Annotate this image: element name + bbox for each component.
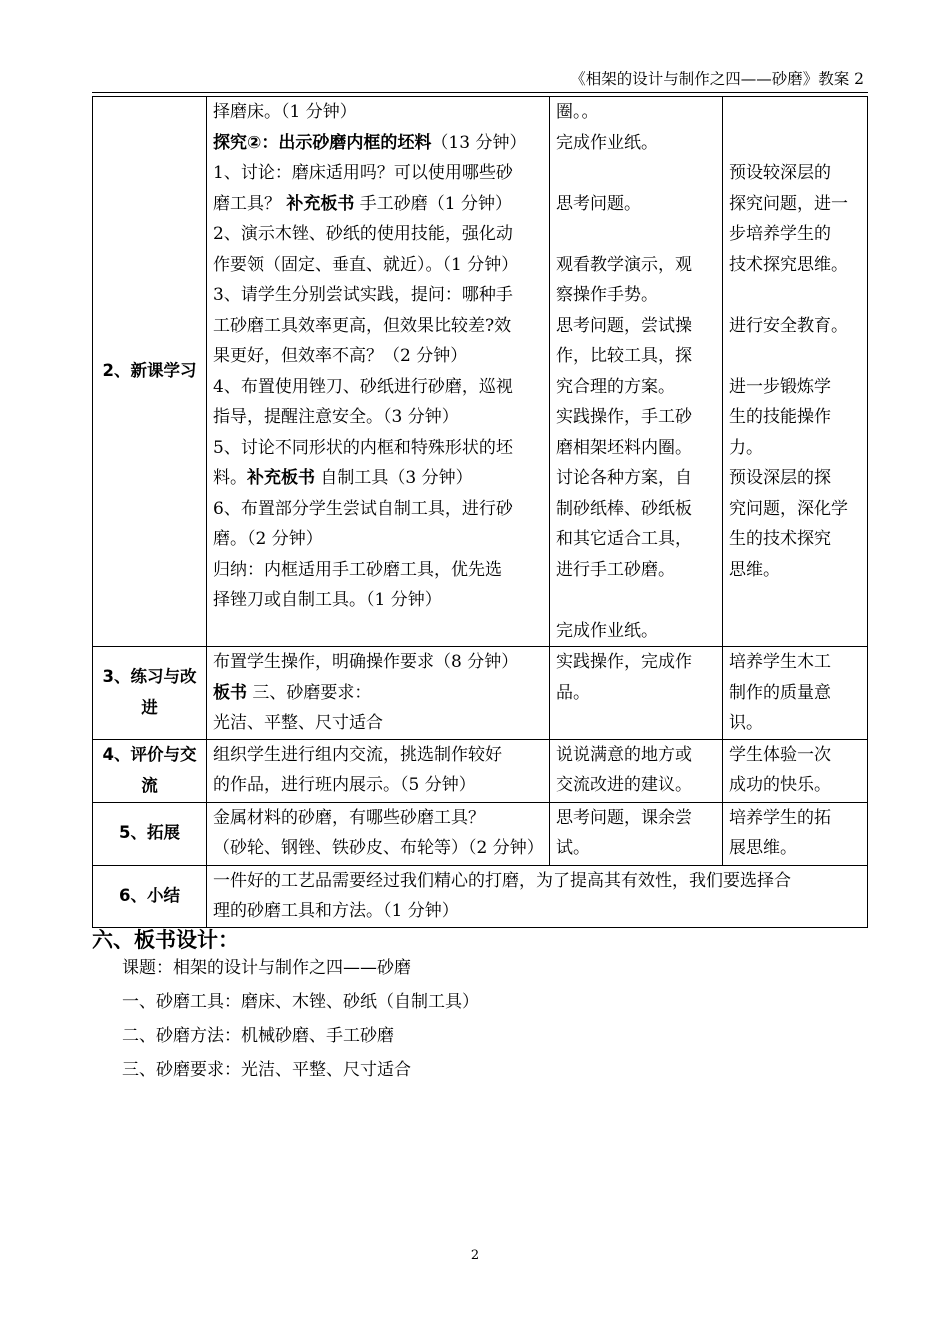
stage-cell: 4、评价与交流 xyxy=(93,739,207,802)
table-row xyxy=(93,865,868,927)
intent-line: 进行安全教育。 xyxy=(729,315,848,336)
design-intent-cell xyxy=(723,802,868,865)
line-text: 自制工具（3 分钟） xyxy=(315,468,473,488)
stage-cell: 6、小结 xyxy=(93,865,207,927)
teacher-line: 工砂磨工具效率更高，但效果比较差?效 xyxy=(213,315,512,336)
student-line: 实践操作，完成作 xyxy=(556,652,692,672)
board-design-title: 六、板书设计： xyxy=(92,928,239,952)
intent-line: 学生体验一次 xyxy=(729,744,831,765)
table-row xyxy=(93,97,868,647)
lesson-plan-table xyxy=(92,96,868,928)
bold-label: 探究②：出示砂磨内框的坯料 xyxy=(213,132,432,153)
teacher-line: 5、讨论不同形状的内框和特殊形状的坯 xyxy=(213,437,513,458)
student-line: 完成作业纸。 xyxy=(556,620,658,641)
student-line: 磨相架坯料内圈。 xyxy=(556,437,692,458)
student-line: 完成作业纸。 xyxy=(556,132,658,153)
student-line: 品。 xyxy=(556,682,590,703)
teacher-line: 光洁、平整、尺寸适合 xyxy=(213,713,383,733)
table-row xyxy=(93,802,868,865)
board-item: 二、砂磨方法：机械砂磨、手工砂磨 xyxy=(122,1026,394,1046)
line-text: 磨工具？ xyxy=(213,193,287,214)
intent-line: 思维。 xyxy=(729,559,780,580)
teacher-line: 归纳：内框适用手工砂磨工具，优先选 xyxy=(213,559,502,580)
intent-line: 成功的快乐。 xyxy=(729,775,831,795)
teacher-line: 布置学生操作，明确操作要求（8 分钟） xyxy=(213,652,519,672)
intent-line: 生的技术探究 xyxy=(729,529,831,549)
page-number: 2 xyxy=(470,1248,480,1263)
stage-cell: 2、新课学习 xyxy=(93,97,207,647)
intent-line: 预设深层的探 xyxy=(729,468,831,488)
teacher-line: 2、演示木锉、砂纸的使用技能，强化动 xyxy=(213,224,513,244)
teacher-line xyxy=(213,678,543,709)
summary-line: 理的砂磨工具和方法。（1 分钟） xyxy=(213,901,459,921)
intent-line: 生的技能操作 xyxy=(729,407,831,427)
design-intent-cell xyxy=(723,647,868,740)
line-text: （13 分钟） xyxy=(431,132,527,153)
intent-line: 技术探究思维。 xyxy=(729,254,848,275)
teacher-line xyxy=(213,463,543,494)
teacher-line: 1、讨论：磨床适用吗？可以使用哪些砂 xyxy=(213,163,513,183)
teacher-line: 金属材料的砂磨，有哪些砂磨工具？ xyxy=(213,807,485,828)
stage-cell: 3、练习与改进 xyxy=(93,647,207,740)
summary-line: 一件好的工艺品需要经过我们精心的打磨，为了提高其有效性，我们要选择合 xyxy=(213,870,791,891)
intent-line: 步培养学生的 xyxy=(729,224,831,244)
teacher-activity-cell xyxy=(207,802,550,865)
student-line: 说说满意的地方或 xyxy=(556,744,692,765)
student-line: 圈。。 xyxy=(556,102,599,122)
intent-line xyxy=(729,128,861,159)
teacher-activity-cell xyxy=(207,739,550,802)
bold-label: 板书 xyxy=(213,682,247,703)
teacher-line: 6、布置部分学生尝试自制工具，进行砂 xyxy=(213,498,513,519)
student-line: 思考问题，尝试操 xyxy=(556,315,692,336)
table-row xyxy=(93,647,868,740)
student-line xyxy=(556,219,716,250)
student-activity-cell xyxy=(550,97,723,647)
board-note-label: 补充板书 xyxy=(247,468,315,488)
intent-line: 力。 xyxy=(729,437,763,458)
student-line: 作，比较工具，探 xyxy=(556,346,692,366)
student-line: 进行手工砂磨。 xyxy=(556,559,675,580)
student-line: 交流改进的建议。 xyxy=(556,775,692,795)
intent-line: 究问题，深化学 xyxy=(729,498,848,519)
teacher-line: 指导，提醒注意安全。（3 分钟） xyxy=(213,407,459,427)
student-line: 观看教学演示，观 xyxy=(556,254,692,275)
table-row xyxy=(93,739,868,802)
student-activity-cell xyxy=(550,647,723,740)
teacher-line: 3、请学生分别尝试实践，提问：哪种手 xyxy=(213,285,513,305)
teacher-line xyxy=(213,128,543,159)
student-line: 试。 xyxy=(556,838,590,858)
intent-line: 培养学生木工 xyxy=(729,652,831,672)
design-intent-cell xyxy=(723,97,868,647)
intent-line: 培养学生的拓 xyxy=(729,807,831,828)
intent-line xyxy=(729,341,861,372)
teacher-line: 的作品，进行班内展示。（5 分钟） xyxy=(213,775,476,795)
intent-line: 进一步锻炼学 xyxy=(729,376,831,397)
student-line: 制砂纸棒、砂纸板 xyxy=(556,498,692,519)
student-activity-cell xyxy=(550,802,723,865)
line-text: 料。 xyxy=(213,468,247,488)
line-text: 手工砂磨（1 分钟） xyxy=(354,193,513,214)
student-line: 察操作手势。 xyxy=(556,285,658,305)
board-note-label: 补充板书 xyxy=(286,193,355,214)
student-line xyxy=(556,585,716,616)
board-topic: 课题：相架的设计与制作之四——砂磨 xyxy=(122,958,411,978)
teacher-line: 4、布置使用锉刀、砂纸进行砂磨，巡视 xyxy=(213,376,513,397)
student-line: 思考问题。 xyxy=(556,193,641,214)
intent-line: 展思维。 xyxy=(729,838,797,858)
line-text: 三、砂磨要求： xyxy=(247,682,372,703)
intent-line xyxy=(729,97,861,128)
stage-cell: 5、拓展 xyxy=(93,802,207,865)
teacher-line: 作要领（固定、垂直、就近）。（1 分钟） xyxy=(213,254,519,275)
teacher-line: 组织学生进行组内交流，挑选制作较好 xyxy=(213,744,502,765)
intent-line xyxy=(729,280,861,311)
intent-line: 探究问题，进一 xyxy=(729,193,848,214)
summary-cell xyxy=(207,865,868,927)
teacher-line: 择磨床。（1 分钟） xyxy=(213,102,357,122)
page-header: 《相架的设计与制作之四——砂磨》教案 2 xyxy=(92,66,868,93)
student-line: 讨论各种方案，自 xyxy=(556,468,692,488)
student-activity-cell xyxy=(550,739,723,802)
teacher-line xyxy=(213,189,543,220)
intent-line: 识。 xyxy=(729,713,763,733)
teacher-line: 果更好，但效率不高？（2 分钟） xyxy=(213,346,468,366)
teacher-line: 磨。（2 分钟） xyxy=(213,529,323,549)
student-line xyxy=(556,158,716,189)
intent-line: 制作的质量意 xyxy=(729,682,831,703)
teacher-line: 择锉刀或自制工具。（1 分钟） xyxy=(213,590,442,610)
intent-line: 预设较深层的 xyxy=(729,163,831,183)
board-item: 三、砂磨要求：光洁、平整、尺寸适合 xyxy=(122,1060,411,1080)
design-intent-cell xyxy=(723,739,868,802)
teacher-activity-cell xyxy=(207,97,550,647)
teacher-line: （砂轮、钢锉、铁砂皮、布轮等）（2 分钟） xyxy=(213,838,544,858)
teacher-activity-cell xyxy=(207,647,550,740)
student-line: 实践操作，手工砂 xyxy=(556,407,692,427)
student-line: 究合理的方案。 xyxy=(556,376,675,397)
student-line: 思考问题，课余尝 xyxy=(556,807,692,828)
board-item: 一、砂磨工具：磨床、木锉、砂纸（自制工具） xyxy=(122,992,479,1012)
student-line: 和其它适合工具， xyxy=(556,529,692,549)
